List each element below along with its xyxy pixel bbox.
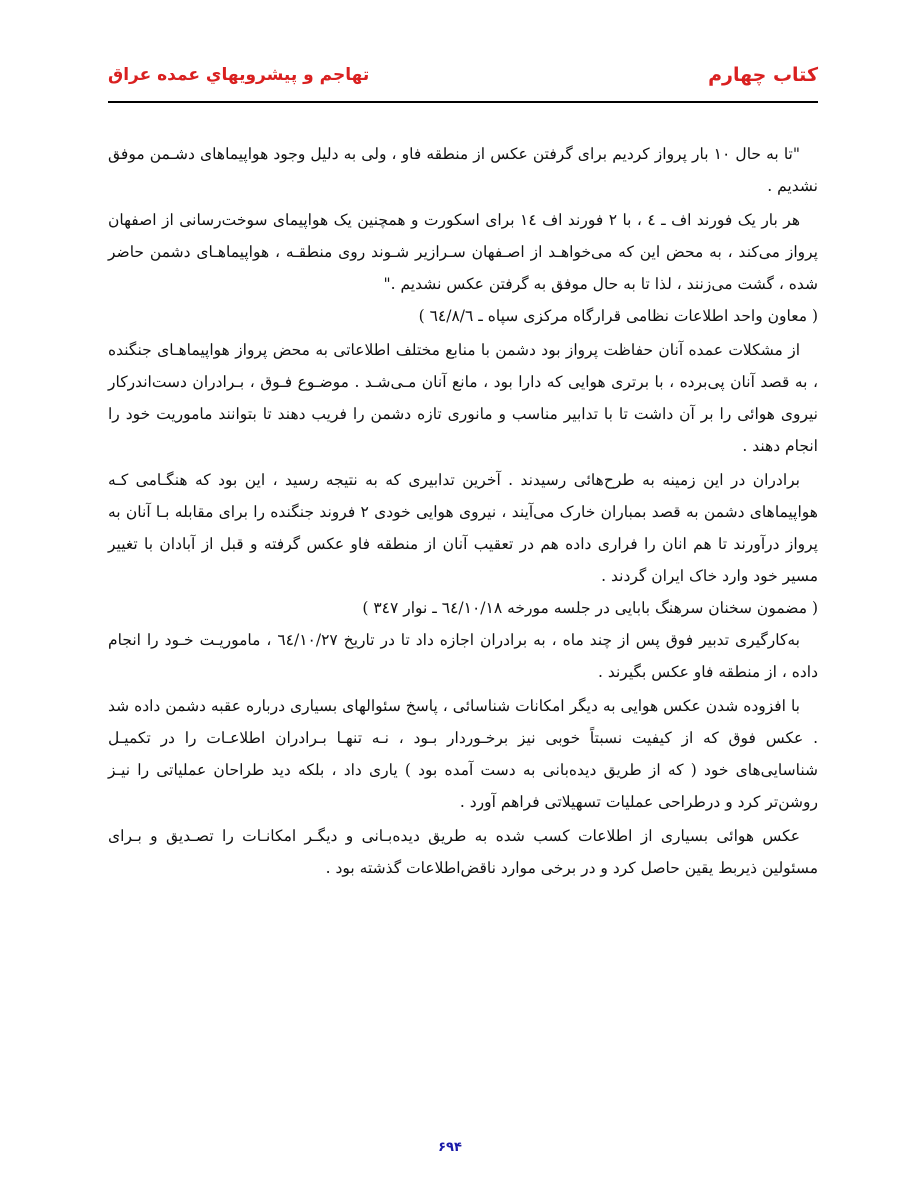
quote-paragraph-1: "تا به حال ۱۰ بار پرواز کردیم برای گرفتن عکس از منطقه فاو ، ولی به دلیل وجود هواپیماهای دشـمن موفق نشدیم . [108,145,818,195]
series-title: تهاجم و پيشرويهاي عمده عراق [108,65,370,85]
quote-paragraph-2: هر بار یک فورند اف ـ ٤ ، با ۲ فورند اف ١٤ برای اسکورت و همچنین یک هواپیمای سوخت‌رسانی از اصفهان پرواز می‌کند ، به محض این که می‌خواهـد از اصـفهان سـرازیر شـوند روی منطقـه ، هواپیماهـای دشمن حاضر شده ، گشت می‌زنند ، لذا تا به حال موفق به گرفتن عکس نشدیم ." [108,211,818,293]
body-paragraph: با افزوده شدن عکس هوایی به دیگر امکانات شناسائی ، پاسخ سئوالهای بسیاری درباره عقبه دشمن داده شد . عکس فوق که از کیفیت نسبتاً خوبی نیز برخـوردار بـود ، نـه تنهـا بـرادران اطلاعـات را در تکمیـل شناسایی‌های خود ( که از طریق دیده‌بانی به دست آمده بود ) یاری داد ، بلکه دید طراحان عملیاتی را نیـز روشن‌تر کرد و درطراحی عملیات تسهیلاتی فراهم آورد . [108,697,818,811]
body-paragraph: به‌کارگیری تدبیر فوق پس از چند ماه ، به برادران اجازه داد تا در تاریخ ٦٤/١٠/٢٧ ، ماموریـت خـود را انجام داده ، از منطقه فاو عکس بگیرند . [108,631,818,681]
body-paragraph: عکس هوائی بسیاری از اطلاعات کسب شده به طریق دیده‌بـانی و دیگـر امکانـات را تصـدیق و بـرای مسئولین ذیربط یقین حاصل کرد و در برخی موارد ناقض‌اطلاعات گذشته بود . [108,827,818,877]
page-number: ۶۹۴ [438,1140,462,1155]
citation: ( معاون واحد اطلاعات نظامی قرارگاه مرکزی سپاه ـ ٦٤/٨/٦ ) [418,307,818,325]
book-title: کتاب چهارم [708,64,818,86]
running-header [108,58,818,92]
body-paragraph: از مشکلات عمده آنان حفاظت پرواز بود دشمن با منابع مختلف اطلاعاتی به محض پرواز هواپیماهـای جنگنده ، به قصد آنان پی‌برده ، با برتری هوایی که دارا بود ، مانع آنان مـی‌شـد . موضـوع فـوق ، بـرادران دست‌اندرکار نیروی هوائی را بر آن داشت تا با تدابیر مناسب و مانوری تازه دشمن را فریب دهند تا بتوانند ماموریت خود را انجام دهند . [108,341,818,455]
body-paragraph: برادران در این زمینه به طرح‌هائی رسیدند . آخرین تدابیری که به نتیجه رسید ، این بود که هنگـامی کـه هواپیماهای دشمن به قصد بمباران خارک می‌آیند ، نیروی هوایی خودی ۲ فروند جنگنده را برای مقابله بـا آنان به پرواز درآورند تا هم انان را فراری داده هم در تعقیب آنان از منطقه فاو عکس گرفته و قبل از آبادان با تغییر مسیر خود وارد خاک ایران گردند . [108,471,818,585]
citation: ( مضمون سخنان سرهنگ بابایی در جلسه مورخه ٦٤/١٠/١٨ ـ نوار ٣٤٧ ) [362,599,818,617]
header-rule [108,101,818,103]
page-body [108,138,818,884]
